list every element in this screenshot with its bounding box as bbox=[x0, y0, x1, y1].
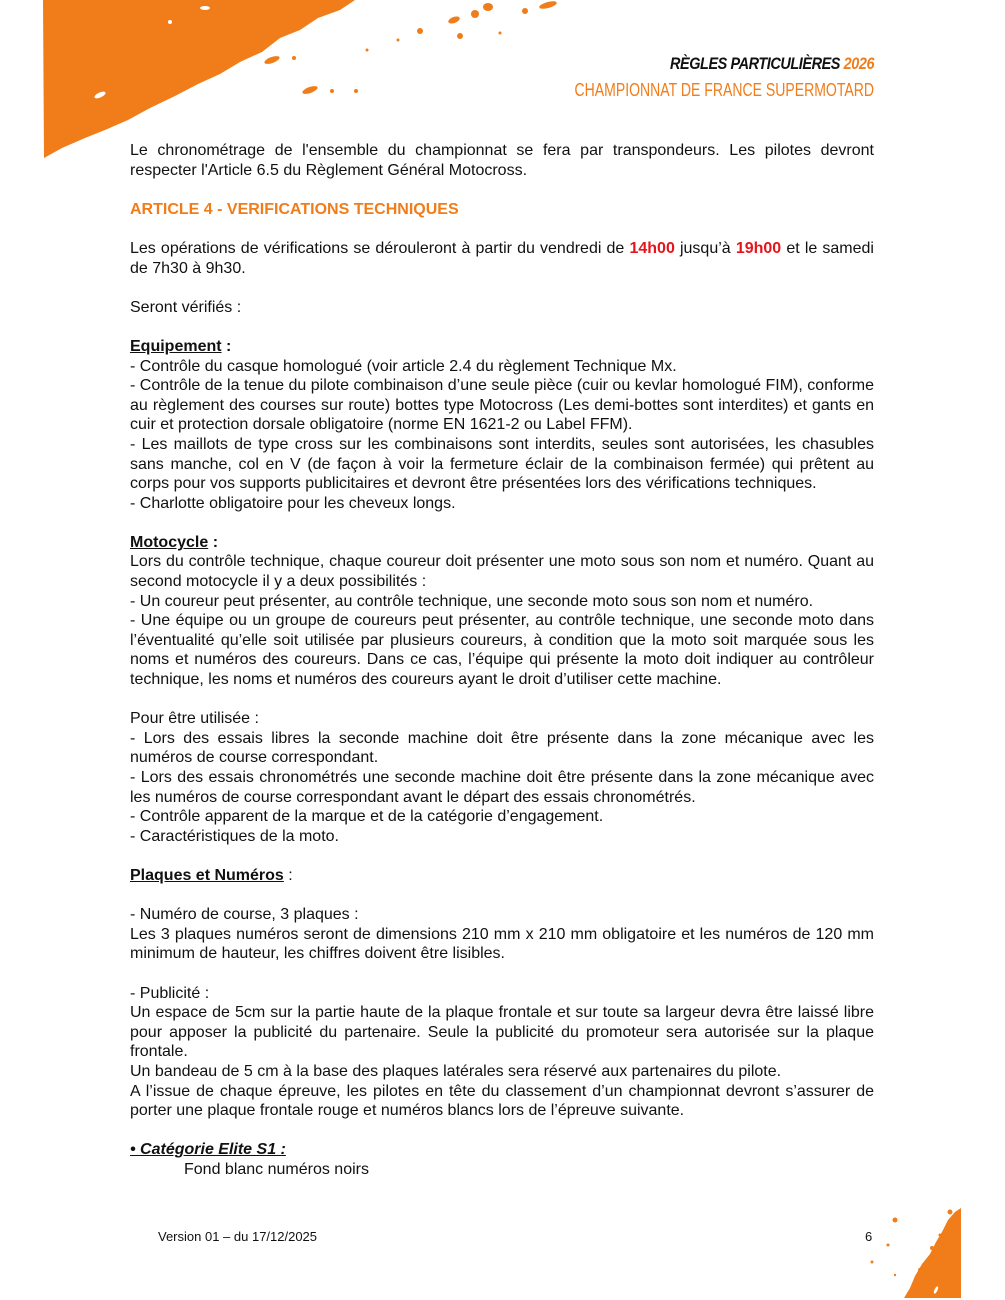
checked-items-intro: Seront vérifiés : bbox=[130, 298, 242, 316]
plates-heading bbox=[130, 866, 874, 886]
document-body bbox=[130, 141, 874, 1179]
advertising-item: A l’issue de chaque épreuve, les pilotes en tête du classement d’un championnat devront s’assurer de porter une plaque frontale rouge et numéros blancs lors de l’épreuve suivante. bbox=[130, 1082, 874, 1120]
race-number-title: - Numéro de course, 3 plaques : bbox=[130, 906, 359, 924]
category-heading: • Catégorie Elite S1 : bbox=[130, 1141, 286, 1159]
equipment-item: - Contrôle du casque homologué (voir article 2.4 du règlement Technique Mx. bbox=[130, 357, 677, 375]
document-title bbox=[670, 54, 874, 74]
advertising-title: - Publicité : bbox=[130, 984, 210, 1002]
race-number-text: Les 3 plaques numéros seront de dimensions 210 mm x 210 mm obligatoire et les numéros de 120 mm minimum de hauteur, les chiffres doivent être lisibles. bbox=[130, 925, 874, 963]
usage-item: - Contrôle apparent de la marque et de la catégorie d’engagement. bbox=[130, 808, 604, 826]
category-text: Fond blanc numéros noirs bbox=[184, 1160, 369, 1178]
equipment-item: - Les maillots de type cross sur les combinaisons sont interdits, seules sont autorisées, les chasubles sans manche, col en V (de façon à voir la fermeture éclair de la combinaison fermée) qui prêtent au corps pour vos supports publicitaires et devront être présentées lors des vérifications techniques. bbox=[130, 435, 874, 493]
advertising-item: Un espace de 5cm sur la partie haute de la plaque frontale et sur toute sa largeur devra être laissé libre pour apposer la publicité du partenaire. Seule la publicité du promoteur sera autorisée sur la plaque frontale. bbox=[130, 1004, 874, 1061]
motocycle-heading bbox=[130, 533, 874, 553]
equipment-heading-text: Equipement bbox=[130, 337, 222, 355]
plates-heading-text: Plaques et Numéros bbox=[130, 866, 284, 884]
motocycle-item: - Une équipe ou un groupe de coureurs peut présenter, au contrôle technique, une seconde moto dans l’éventualité qu’elle soit utilisée par plusieurs coureurs, à condition que la moto soit marquée sous les noms et numéros des coureurs. Dans ce cas, l’équipe qui présente la moto doit indiquer au contrôleur technique, les noms et numéros des coureurs ayant le droit d’utiliser cette machine. bbox=[130, 612, 874, 689]
document-title-text: RÈGLES PARTICULIÈRES bbox=[669, 54, 840, 73]
motocycle-item: Lors du contrôle technique, chaque coureur doit présenter une moto sous son nom et numéro. Quant au second motocycle il y a deux possibilités : bbox=[130, 553, 874, 591]
schedule-text: et le samedi de 7h30 à 9h30. bbox=[130, 239, 874, 277]
advertising-item: Un bandeau de 5 cm à la base des plaques latérales sera réservé aux partenaires du pilote. bbox=[130, 1062, 782, 1080]
usage-item: - Lors des essais chronométrés une seconde machine doit être présente dans la zone mécanique avec les numéros de course correspondant avant le départ des essais chronométrés. bbox=[130, 769, 874, 806]
equipment-heading bbox=[130, 337, 874, 357]
document-year: 2026 bbox=[843, 54, 874, 73]
championship-subtitle: CHAMPIONNAT DE FRANCE SUPERMOTARD bbox=[574, 80, 874, 100]
motocycle-heading-text: Motocycle bbox=[130, 533, 209, 551]
equipment-item: - Charlotte obligatoire pour les cheveux longs. bbox=[130, 494, 456, 512]
timing-paragraph: Le chronométrage de l'ensemble du championnat se fera par transpondeurs. Les pilotes devront respecter l'Article 6.5 du Règlement Général Motocross. bbox=[130, 142, 874, 179]
usage-item: - Lors des essais libres la seconde machine doit être présente dans la zone mécanique avec les numéros de course correspondant. bbox=[130, 729, 874, 767]
start-time: 14h00 bbox=[629, 239, 675, 257]
end-time: 19h00 bbox=[735, 239, 782, 257]
usage-item: - Caractéristiques de la moto. bbox=[130, 827, 339, 845]
article-heading: ARTICLE 4 - VERIFICATIONS TECHNIQUES bbox=[130, 200, 459, 218]
orange-splash-decoration-bottom-right bbox=[860, 1190, 1005, 1300]
motocycle-item: - Un coureur peut présenter, au contrôle technique, une seconde moto sous son nom et numéro. bbox=[130, 592, 814, 610]
heading-colon: : bbox=[283, 866, 293, 884]
usage-heading: Pour être utilisée : bbox=[130, 710, 259, 728]
footer-version: Version 01 – du 17/12/2025 bbox=[158, 1229, 318, 1244]
verification-schedule bbox=[130, 239, 874, 278]
schedule-text: Les opérations de vérifications se dérouleront à partir du vendredi de bbox=[130, 239, 630, 257]
heading-colon: : bbox=[208, 533, 219, 551]
heading-colon: : bbox=[221, 337, 232, 355]
schedule-text: jusqu’à bbox=[674, 239, 736, 257]
page-number: 6 bbox=[865, 1229, 873, 1244]
equipment-item: - Contrôle de la tenue du pilote combinaison d’une seule pièce (cuir ou kevlar homologué FIM), conforme au règlement des courses sur route) bottes type Motocross (Les demi-bottes sont interdites) et gants en cuir et protection dorsale obligatoire (norme EN 1621-2 ou Label FFM). bbox=[130, 377, 874, 434]
